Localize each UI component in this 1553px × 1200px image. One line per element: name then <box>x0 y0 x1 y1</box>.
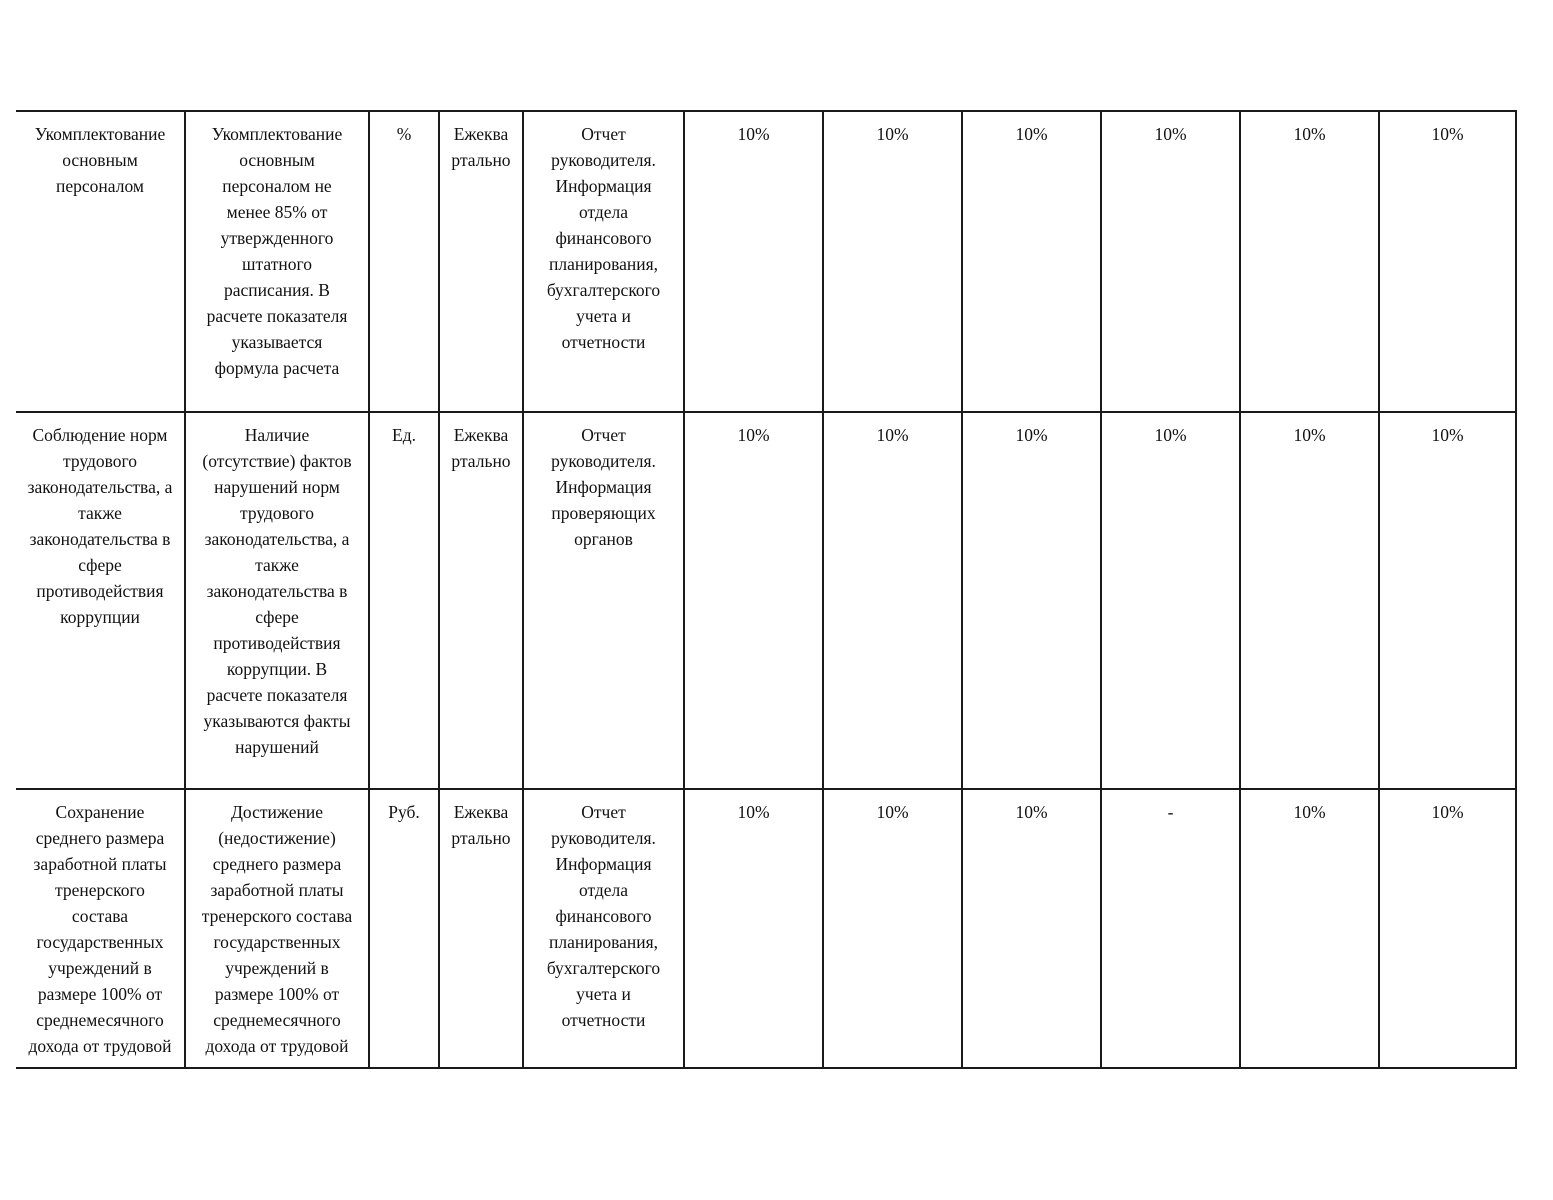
value-cell: 10% <box>1379 412 1516 789</box>
indicator-description-cell: Достижение (недостижение) среднего размера заработной платы тренерского состава государственных учреждений в размере 100% от среднемесячного дохода от трудовой <box>185 789 369 1068</box>
table-row <box>16 412 1516 789</box>
kpi-table <box>16 110 1517 1069</box>
value-cell: 10% <box>1379 111 1516 412</box>
frequency-cell: Ежеква ртально <box>439 412 523 789</box>
indicator-name-cell: Соблюдение норм трудового законодательства, а также законодательства в сфере противодействия коррупции <box>16 412 185 789</box>
value-cell: 10% <box>823 789 962 1068</box>
value-cell: 10% <box>684 789 823 1068</box>
value-cell: - <box>1101 789 1240 1068</box>
source-cell: Отчет руководителя. Информация отдела финансового планирования, бухгалтерского учета и отчетности <box>523 789 684 1068</box>
table-row <box>16 111 1516 412</box>
indicator-name-cell: Сохранение среднего размера заработной платы тренерского состава государственных учреждений в размере 100% от среднемесячного дохода от трудовой <box>16 789 185 1068</box>
frequency-cell: Ежеква ртально <box>439 111 523 412</box>
unit-cell: Руб. <box>369 789 439 1068</box>
value-cell: 10% <box>684 111 823 412</box>
source-cell: Отчет руководителя. Информация проверяющих органов <box>523 412 684 789</box>
indicator-description-cell: Укомплектование основным персоналом не менее 85% от утвержденного штатного расписания. В расчете показателя указывается формула расчета <box>185 111 369 412</box>
unit-cell: % <box>369 111 439 412</box>
indicator-description-cell: Наличие (отсутствие) фактов нарушений норм трудового законодательства, а также законодательства в сфере противодействия коррупции. В расчете показателя указываются факты нарушений <box>185 412 369 789</box>
value-cell: 10% <box>1101 412 1240 789</box>
value-cell: 10% <box>1240 412 1379 789</box>
value-cell: 10% <box>962 412 1101 789</box>
indicator-name-cell: Укомплектование основным персоналом <box>16 111 185 412</box>
table-row <box>16 789 1516 1068</box>
value-cell: 10% <box>1240 789 1379 1068</box>
value-cell: 10% <box>962 111 1101 412</box>
value-cell: 10% <box>823 412 962 789</box>
value-cell: 10% <box>684 412 823 789</box>
value-cell: 10% <box>823 111 962 412</box>
source-cell: Отчет руководителя. Информация отдела финансового планирования, бухгалтерского учета и отчетности <box>523 111 684 412</box>
frequency-cell: Ежеква ртально <box>439 789 523 1068</box>
value-cell: 10% <box>962 789 1101 1068</box>
value-cell: 10% <box>1379 789 1516 1068</box>
unit-cell: Ед. <box>369 412 439 789</box>
document-page <box>16 110 1516 1069</box>
value-cell: 10% <box>1101 111 1240 412</box>
value-cell: 10% <box>1240 111 1379 412</box>
